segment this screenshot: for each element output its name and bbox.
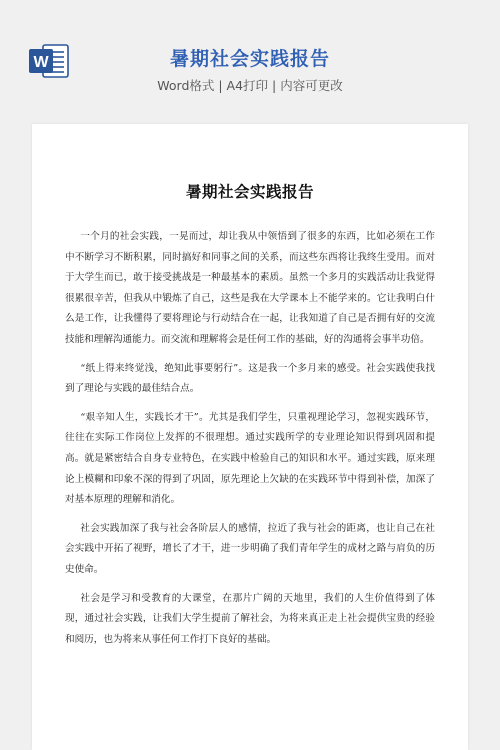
document-paragraph: 社会是学习和受教育的大课堂，在那片广阔的天地里，我们的人生价值得到了体现，通过社会实践，让我们大学生提前了解社会，为将来真正走上社会提供宝贵的经验和阅历，也为将来从事任何工作打下良好的基础。 <box>65 592 435 645</box>
header-subtitle: Word格式 | A4打印 | 内容可更改 <box>157 78 343 93</box>
document-body <box>65 227 435 658</box>
header-title: 暑期社会实践报告 <box>169 48 330 70</box>
document-paragraph: “纸上得来终觉浅，绝知此事要躬行”。这是我一个多月来的感受。社会实践使我找到了理论与实践的最佳结合点。 <box>65 362 435 395</box>
document-paragraph: “艰辛知人生，实践长才干”。尤其是我们学生，只重视理论学习，忽视实践环节，往往在实际工作岗位上发挥的不很理想。通过实践所学的专业理论知识得到巩固和提高。就是紧密结合自身专业特色，在实践中检验自己的知识和水平。通过实践，原来理论上模糊和印象不深的得到了巩固，原先理论上欠缺的在实践环节中得到补偿，加深了对基本原理的理解和消化。 <box>65 411 435 506</box>
document-paragraph: 一个月的社会实践，一晃而过，却让我从中领悟到了很多的东西，比如必须在工作中不断学习不断积累，同时搞好和同事之间的关系，而这些东西将让我终生受用。而对于大学生而已，敢于接受挑战是一种最基本的素质。虽然一个多月的实践活动让我觉得很累很辛苦，但我从中锻炼了自己，这些是我在大学课本上不能学来的。它让我明白什么是工作，让我懂得了要将理论与行动结合在一起，让我知道了自己是否拥有好的交流技能和理解沟通能力。而交流和理解将会是任何工作的基础，好的沟通将会事半功倍。 <box>65 231 435 345</box>
page-header <box>0 0 500 118</box>
document-title: 暑期社会实践报告 <box>185 182 314 201</box>
word-logo-letter: W <box>33 54 49 71</box>
document-page <box>32 124 468 750</box>
document-paragraph: 社会实践加深了我与社会各阶层人的感情，拉近了我与社会的距离，也让自己在社会实践中开拓了视野，增长了才干，进一步明确了我们青年学生的成材之路与肩负的历史使命。 <box>65 522 435 575</box>
